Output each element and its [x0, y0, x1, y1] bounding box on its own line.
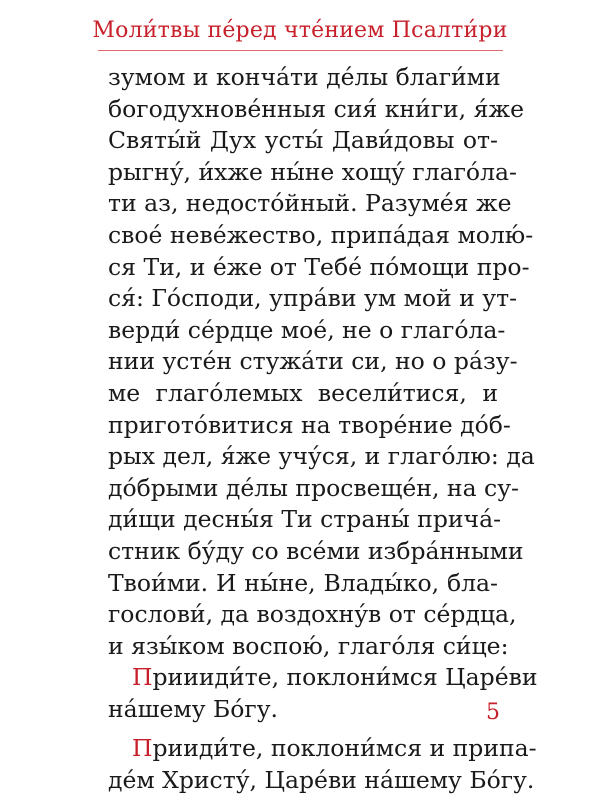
- text-line: стник бу́ду со все́ми избра́нными: [108, 536, 524, 565]
- text-line: гослови́, да воздохну́в от се́рдца,: [108, 600, 517, 629]
- text-line: Святы́й Дух усты́ Дави́довы от-: [108, 126, 498, 155]
- text-line: верди́ се́рдце мое́, не о глаго́ла-: [108, 315, 506, 344]
- text-line: свое́ неве́жество, припа́дая молю́-: [108, 220, 534, 249]
- text-line: ся Ти, и е́же от Тебе́ по́мощи про-: [108, 252, 530, 281]
- running-header: Моли́твы пе́ред чте́нием Псалти́ри: [92, 18, 508, 43]
- text-line: рыгну́, и́хже ны́не хощу́ глаго́ла-: [108, 157, 517, 186]
- page-number: 5: [486, 700, 500, 725]
- text-line-rest: рииди́те, поклони́мся и припа-: [152, 734, 537, 763]
- text-line: Твои́ми. И ны́не, Влады́ко, бла-: [108, 568, 498, 597]
- text-line: и язы́ком воспою́, глаго́ля си́це:: [108, 631, 509, 660]
- text-line: ти аз, недосто́йный. Разуме́я же: [108, 189, 512, 218]
- text-line: на́шему Бо́гу.: [108, 694, 279, 723]
- text-line: пригото́витися на творе́ние до́б-: [108, 410, 511, 439]
- text-line: [108, 662, 538, 694]
- text-line: ме глаго́лемых весели́тися, и: [108, 378, 498, 407]
- prayer-text: [108, 62, 538, 797]
- text-line: нии усте́н стужа́ти си, но о ра́зу-: [108, 347, 518, 376]
- text-line-rest: риииди́те, поклони́мся Царе́ви: [152, 663, 538, 692]
- red-initial: П: [132, 663, 153, 692]
- paragraph-gap: [108, 725, 498, 733]
- text-line: зумом и конча́ти де́лы благи́ми: [108, 63, 501, 91]
- text-line: ся́: Го́споди, упра́ви ум мой и ут-: [108, 284, 518, 313]
- text-line: де́м Христу́, Царе́ви на́шему Бо́гу.: [108, 766, 535, 795]
- red-initial: П: [132, 734, 153, 763]
- text-line: богодухнове́нныя сия́ кни́ги, я́же: [108, 94, 524, 123]
- header-rule: [98, 50, 503, 51]
- text-line: до́брыми де́лы просвеще́н, на су-: [108, 473, 519, 502]
- text-line: рых дел, я́же учу́ся, и глаго́лю: да: [108, 442, 535, 471]
- text-line: [108, 733, 537, 765]
- text-line: ди́щи десны́я Ти страны́ прича́-: [108, 505, 502, 534]
